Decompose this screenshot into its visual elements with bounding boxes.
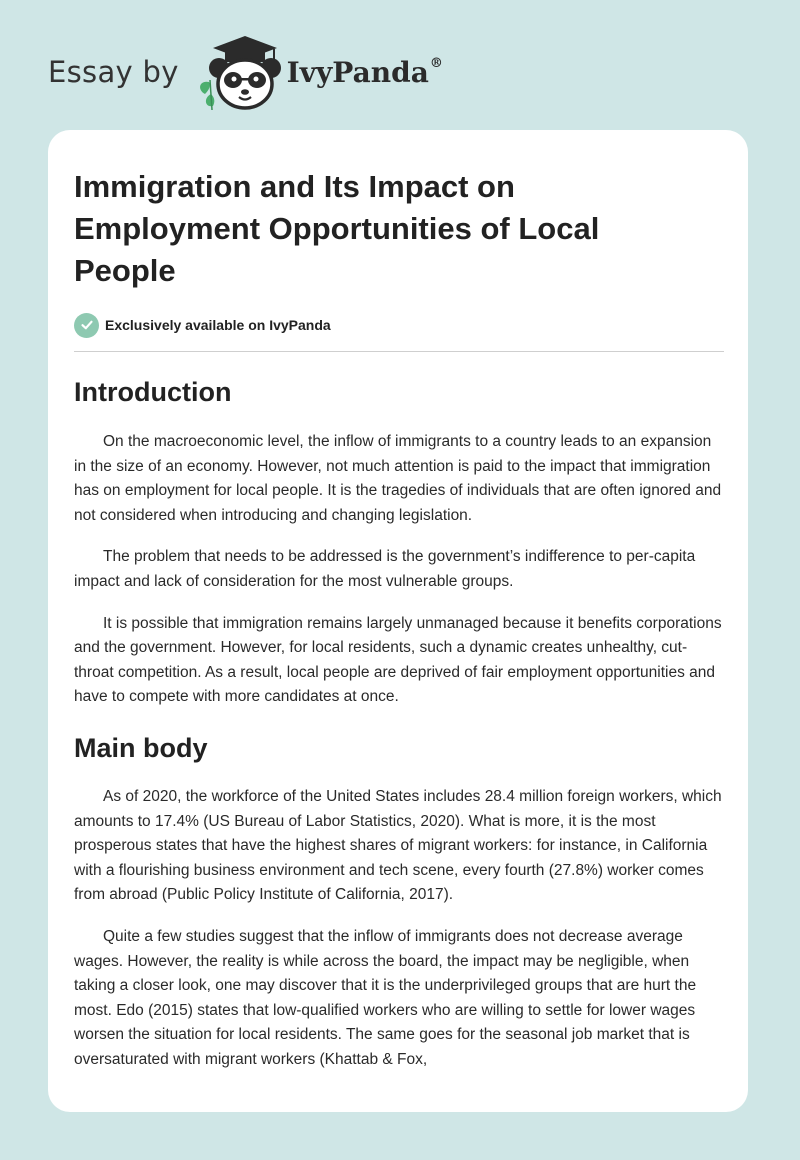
panda-logo-icon[interactable] [195, 32, 285, 112]
check-circle-icon [74, 313, 99, 338]
paragraph: As of 2020, the workforce of the United States includes 28.4 million foreign workers, which amounts to 17.4% (US Bureau of Labor Statistics, 2020). What is more, it is the most prosperous states that have the highest shares of migrant workers: for instance, in California with a flourishing business environment and tech scene, every fourth (27.8%) worker comes from abroad (Public Policy Institute of California, 2017). [74, 787, 722, 904]
section-heading-main-body: Main body [74, 732, 208, 763]
paragraph: It is possible that immigration remains largely unmanaged because it benefits corporations and the government. However, for local residents, such a dynamic creates unhealthy, cut-throat competition. As a result, local people are deprived of fair employment opportunities and have to compete with more candidates at once. [74, 614, 722, 706]
checkmark-icon [80, 318, 94, 332]
exclusive-text: Exclusively available on IvyPanda [105, 317, 331, 333]
section-heading-introduction: Introduction [74, 377, 232, 407]
exclusive-badge [74, 312, 722, 338]
site-header [48, 32, 443, 112]
title-divider [74, 351, 724, 352]
essay-by-label: Essay by [48, 55, 179, 89]
section-introduction [74, 374, 722, 710]
article-card [48, 130, 748, 1112]
paragraph: Quite a few studies suggest that the inflow of immigrants does not decrease average wages. However, the reality is while across the board, the impact may be negligible, when taking a closer look, one may discover that it is the underprivileged groups that are hurt the most. Edo (2015) states that low-qualified workers who are willing to settle for lower wages worsen the situation for local residents. The same goes for the seasonal job market that is oversaturated with migrant workers (Khattab & Fox, [74, 927, 697, 1068]
paragraph: The problem that needs to be addressed is the government’s indifference to per-capita impact and lack of consideration for the most vulnerable groups. [74, 548, 696, 590]
article-title: Immigration and Its Impact on Employment Opportunities of Local People [74, 169, 600, 288]
paragraph: On the macroeconomic level, the inflow of immigrants to a country leads to an expansion in the size of an economy. However, not much attention is paid to the impact that immigration has on employment for local people. It is the tragedies of individuals that are often ignored and not considered when introducing and changing legislation. [74, 433, 722, 524]
brand-name[interactable] [287, 56, 443, 89]
registered-mark: ® [429, 56, 443, 72]
brand-label: IvyPanda [286, 55, 429, 89]
section-main-body [74, 730, 722, 1073]
